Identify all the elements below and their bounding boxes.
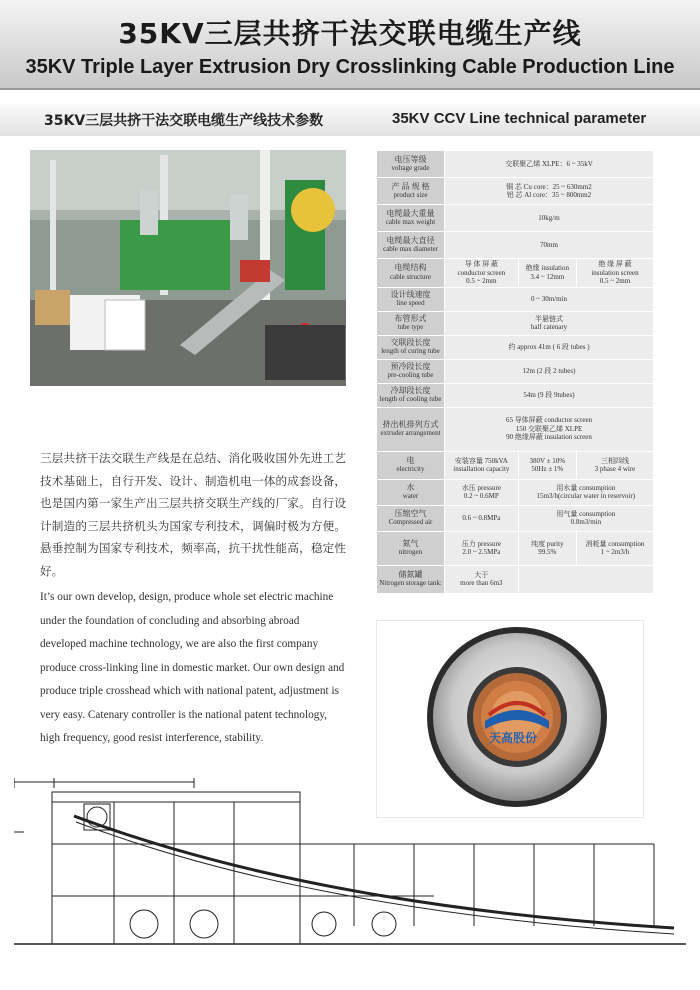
row-value: 铜 芯 Cu core：25 ~ 630mm2 铝 芯 Al core：35 ~ 800mm2 <box>445 178 654 205</box>
row-value: 绝缘 insulation 3.4 ~ 12mm <box>518 259 576 288</box>
row-label: 冷却段长度 length of cooling tube <box>377 383 445 407</box>
row-value: 用气量 consumption 0.8m3/min <box>518 505 653 531</box>
table-row <box>377 407 654 451</box>
production-line-elevation-drawing <box>14 776 686 960</box>
row-label: 电缆最大直径 cable max diameter <box>377 232 445 259</box>
technical-parameter-table <box>376 150 654 594</box>
row-value: 导 体 屏 蔽 conductor screen 0.5 ~ 2mm <box>445 259 519 288</box>
row-value: 380V ± 10% 50Hz ± 1% <box>518 451 576 479</box>
row-value: 10kg/m <box>445 205 654 232</box>
table-row <box>377 505 654 531</box>
row-label: 交联段长度 length of curing tube <box>377 335 445 359</box>
row-value: 交联聚乙烯 XLPE：6 ~ 35kV <box>445 151 654 178</box>
table-row <box>377 531 654 565</box>
section-header <box>0 104 700 136</box>
row-label: 产 品 规 格 product size <box>377 178 445 205</box>
table-row <box>377 383 654 407</box>
row-label: 设计线速度 line speed <box>377 287 445 311</box>
row-value: 用水量 consumption 15m3/h(circular water in reservoir) <box>518 479 653 505</box>
table-row <box>377 232 654 259</box>
table-row <box>377 178 654 205</box>
row-label: 储氮罐 Nitrogen storage tank: <box>377 565 445 593</box>
row-value: 54m (9 段 9tubes) <box>445 383 654 407</box>
row-label: 电缆结构 cable structure <box>377 259 445 288</box>
table-row <box>377 451 654 479</box>
table-row <box>377 205 654 232</box>
title-cn: 35KV三层共挤干法交联电缆生产线 <box>118 17 582 50</box>
row-label: 水 water <box>377 479 445 505</box>
description-cn: 三层共挤干法交联生产线是在总结、消化吸收国外先进工艺技术基础上，自行开发、设计、制造机电一体的成套设备，也是国内第一家生产出三层共挤交联生产线的厂家。自行设计制造的三层共挤机头为国家专利技术，调偏时极为方便。悬垂控制为国家专利技术，频率高，抗干扰性能高，稳定性好。 <box>40 451 346 578</box>
table-row <box>377 287 654 311</box>
row-value: 约 approx 41m ( 6 段 tubes ) <box>445 335 654 359</box>
row-label: 挤出机排列方式 extruder arrangement <box>377 407 445 451</box>
row-label: 压缩空气 Compressed air <box>377 505 445 531</box>
row-value-empty <box>518 565 653 593</box>
row-value: 消耗量 consumption 1 ~ 2m3/h <box>576 531 653 565</box>
table-row <box>377 259 654 288</box>
row-label: 电缆最大重量 cable max weight <box>377 205 445 232</box>
table-row <box>377 479 654 505</box>
row-value: 65 导体屏蔽 conductor screen 150 交联聚乙烯 XLPE 90 绝缘屏蔽 insulation screen <box>445 407 654 451</box>
row-value: 绝 缘 屏 蔽 insulation screen 0.5 ~ 2mm <box>576 259 653 288</box>
row-label: 电 electricity <box>377 451 445 479</box>
row-value: 安装容量 750kVA installation capacity <box>445 451 519 479</box>
title-en: 35KV Triple Layer Extrusion Dry Crosslinking Cable Production Line <box>25 56 675 78</box>
description-en: It’s our own develop, design, produce whole set electric machine under the foundation of concluding and absorbing abroad developed machine technology, we are also the first company produce cross-linking line in domestic market. Our own design and produce triple crosshead which with national patent, adjustment is very easy. Catenary controller is the national patent technology, high frequency, good resist interference, stability. <box>40 591 345 744</box>
row-value: 三相四线 3 phase 4 wire <box>576 451 653 479</box>
row-label: 布管形式 tube type <box>377 311 445 335</box>
row-value: 0 ~ 30m/min <box>445 287 654 311</box>
table-row <box>377 565 654 593</box>
table-row <box>377 359 654 383</box>
row-label: 氮气 nitrogen <box>377 531 445 565</box>
row-value: 70mm <box>445 232 654 259</box>
section-title-cn: 35KV三层共挤干法交联电缆生产线技术参数 <box>44 113 324 129</box>
row-label: 预冷段长度 pre-cooling tube <box>377 359 445 383</box>
cable-logo-text: 天高股份 <box>489 731 538 745</box>
row-value: 纯度 purity 99.5% <box>518 531 576 565</box>
row-value: 水压 pressure 0.2 ~ 0.6MP <box>445 479 519 505</box>
table-row <box>377 335 654 359</box>
row-value: 0.6 ~ 0.8MPa <box>445 505 519 531</box>
row-value: 大于 more than 6m3 <box>445 565 519 593</box>
table-row <box>377 311 654 335</box>
row-label: 电压等级 voltage grade <box>377 151 445 178</box>
section-title-en: 35KV CCV Line technical parameter <box>392 110 647 127</box>
production-line-photo <box>30 150 346 386</box>
row-value: 半悬链式 half catenary <box>445 311 654 335</box>
page-header <box>0 0 700 90</box>
table-row <box>377 151 654 178</box>
row-value: 12m (2 段 2 tubes) <box>445 359 654 383</box>
row-value: 压力 pressure 2.0 ~ 2.5MPa <box>445 531 519 565</box>
